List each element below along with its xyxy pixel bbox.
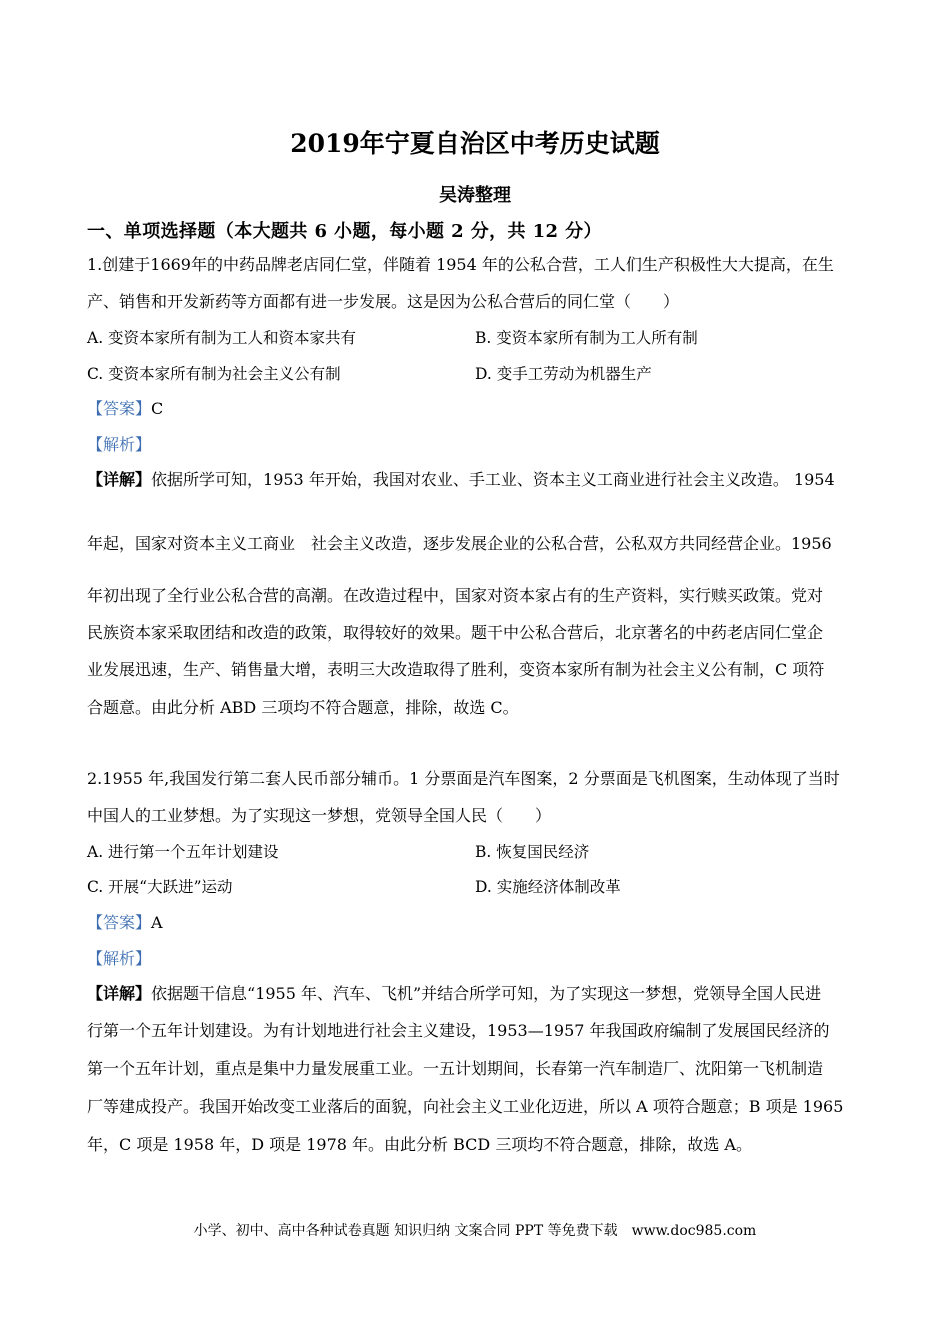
q1-answer: C [151, 399, 164, 418]
q2-analysis-tag: 【解析】 [87, 949, 152, 968]
q2-option-d: D. 实施经济体制改革 [475, 878, 621, 896]
q1-stem-line-1: 1.创建于1669年的中药品牌老店同仁堂，伴随着 1954 年的公私合营，工人们生产积极性大大提高，在生 [87, 255, 834, 274]
detail-tag: 【详解】 [87, 470, 152, 489]
q1-detail-line-4: 民族资本家采取团结和改造的政策，取得较好的效果。题干中公私合营后，北京著名的中药老店同仁堂企 [87, 623, 824, 642]
document-title: 2019年宁夏自治区中考历史试题 [290, 129, 660, 158]
q1-detail-line-1 [87, 469, 863, 491]
q2-detail-line-4: 厂等建成投产。我国开始改变工业落后的面貌，向社会主义工业化迈进，所以 A 项符合题意；B 项是 1965 [87, 1097, 844, 1116]
q1-detail-line-5: 业发展迅速，生产、销售量大增，表明三大改造取得了胜利，变资本家所有制为社会主义公有制，C 项符 [87, 660, 825, 679]
q1-option-d: D. 变手工劳动为机器生产 [475, 365, 652, 383]
q1-detail-text-1: 依据所学可知，1953 年开始，我国对农业、手工业、资本主义工商业进行社会主义改造。 1954 [151, 470, 835, 489]
q1-analysis-tag: 【解析】 [87, 435, 152, 454]
q2-option-a: A. 进行第一个五年计划建设 [87, 843, 279, 861]
q1-answer-row [87, 398, 163, 420]
detail-tag: 【详解】 [87, 984, 152, 1003]
q2-detail-line-2: 行第一个五年计划建设。为有计划地进行社会主义建设，1953—1957 年我国政府编制了发展国民经济的 [87, 1021, 830, 1040]
q1-stem-line-2: 产、销售和开发新药等方面都有进一步发展。这是因为公私合营后的同仁堂（ ） [87, 292, 680, 311]
author-line: 吴涛整理 [439, 185, 511, 206]
answer-tag: 【答案】 [87, 913, 152, 932]
q1-detail-line-2: 年起，国家对资本主义工商业 社会主义改造，逐步发展企业的公私合营，公私双方共同经营企业。1956 [87, 534, 832, 553]
q1-option-a: A. 变资本家所有制为工人和资本家共有 [87, 329, 357, 347]
answer-tag: 【答案】 [87, 399, 152, 418]
q2-detail-line-3: 第一个五年计划，重点是集中力量发展重工业。一五计划期间，长春第一汽车制造厂、沈阳第一飞机制造 [87, 1059, 824, 1078]
q2-stem-line-1: 2.1955 年,我国发行第二套人民币部分辅币。1 分票面是汽车图案，2 分票面是飞机图案，生动体现了当时 [87, 769, 840, 788]
q2-option-b: B. 恢复国民经济 [475, 843, 590, 861]
q1-option-c: C. 变资本家所有制为社会主义公有制 [87, 365, 341, 383]
q2-detail-line-1 [87, 983, 821, 1005]
section-heading: 一、单项选择题（本大题共 6 小题，每小题 2 分，共 12 分） [87, 221, 602, 242]
q2-detail-line-5: 年，C 项是 1958 年，D 项是 1978 年。由此分析 BCD 三项均不符合题意，排除，故选 A。 [87, 1135, 752, 1154]
q2-stem-line-2: 中国人的工业梦想。为了实现这一梦想，党领导全国人民（ ） [87, 806, 552, 825]
q1-option-b: B. 变资本家所有制为工人所有制 [475, 329, 698, 347]
page-footer: 小学、初中、高中各种试卷真题 知识归纳 文案合同 PPT 等免费下载 www.doc985.com [193, 1223, 757, 1239]
q1-detail-line-3: 年初出现了全行业公私合营的高潮。在改造过程中，国家对资本家占有的生产资料，实行赎买政策。党对 [87, 586, 824, 605]
q1-detail-line-6: 合题意。由此分析 ABD 三项均不符合题意，排除，故选 C。 [87, 698, 519, 717]
q2-answer: A [151, 913, 163, 932]
q2-answer-row [87, 912, 163, 934]
q2-option-c: C. 开展“大跃进”运动 [87, 878, 233, 896]
q2-detail-text-1: 依据题干信息“1955 年、汽车、飞机”并结合所学可知，为了实现这一梦想，党领导全国人民进 [151, 984, 822, 1003]
